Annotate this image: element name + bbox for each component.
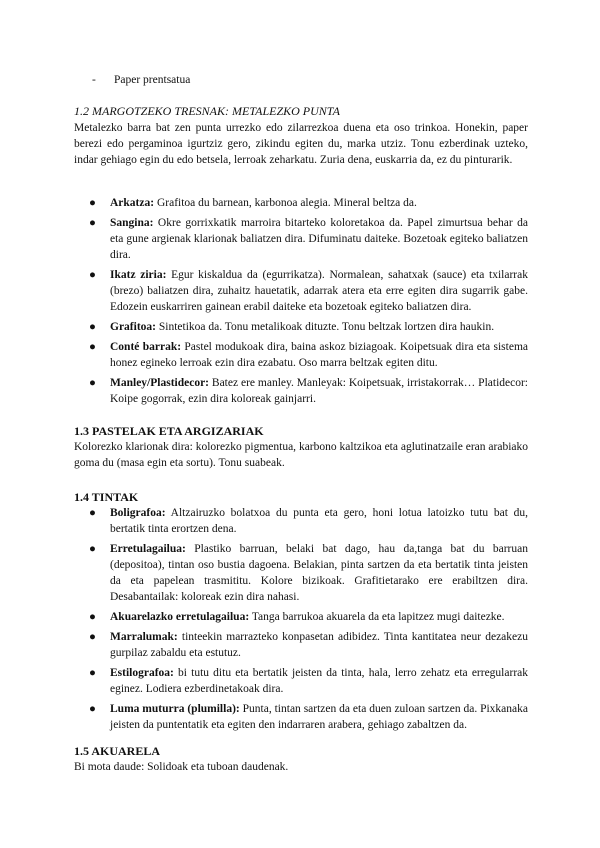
bullet-icon: ● [89,667,96,679]
item-text: Okre gorrixkatik marroira bitarteko koloretakoa da. Papel zimurtsua behar da eta gune argienak klarionak baliatzen dira. Difuminatu daiteke. Bozetoak egiteko baliatzen dira. [110,217,528,261]
item-term: Akuarelazko erretulagailua: [110,611,250,623]
item-text: Altzairuzko bolatxoa du punta eta gero, honi lotua latoizko tutu bat du, bertatik tinta erortzen dena. [110,507,528,535]
item-text: Grafitoa du barnean, karbonoa alegia. Mineral beltza da. [154,197,417,209]
item-term: Marralumak: [110,631,178,643]
section-1-5-paragraph: Bi mota daude: Solidoak eta tuboan daudenak. [74,761,289,773]
item-term: Luma muturra (plumilla): [110,703,240,715]
list-item [74,195,528,211]
dash-list-item [92,73,190,87]
list-item [74,319,528,335]
item-term: Sangina: [110,217,154,229]
section-1-4-list [74,505,528,737]
bullet-icon: ● [89,197,96,209]
dash-item-text: Paper prentsatua [114,74,191,86]
section-1-2-list [74,195,528,411]
list-item [74,339,528,371]
section-1-4-heading: 1.4 TINTAK [74,490,139,504]
item-term: Ikatz ziria: [110,269,167,281]
item-term: Estilografoa: [110,667,174,679]
bullet-icon: ● [89,611,96,623]
item-term: Erretulagailua: [110,543,186,555]
bullet-icon: ● [89,543,96,555]
bullet-icon: ● [89,269,96,281]
item-text: Batez ere manley. Manleyak: Koipetsuak, irristakorrak… Platidecor: Koipe gogorrak, ezin dira koloreak gainjarri. [110,377,528,405]
section-1-3-heading: 1.3 PASTELAK ETA ARGIZARIAK [74,424,264,438]
item-term: Boligrafoa: [110,507,166,519]
dash-marker: - [92,74,96,86]
bullet-icon: ● [89,507,96,519]
bullet-icon: ● [89,341,96,353]
item-text: bi tutu ditu eta bertatik jeisten da tinta, hala, lerro zehatz eta erregularrak eginez. Lodiera ezberdinetakoak dira. [110,667,528,695]
list-item [74,609,528,625]
list-item [74,541,528,605]
list-item [74,629,528,661]
section-1-3-paragraph: Kolorezko klarionak dira: kolorezko pigmentua, karbono kaltzikoa eta aglutinatzaile eran arabiako goma du (masa egin eta sortu). Tonu suabeak. [74,441,528,469]
bullet-icon: ● [89,703,96,715]
item-text: tinteekin marrazteko konpasetan adibidez. Tinta kantitatea neur dezakezu gurpilaz zabaldu eta estutuz. [110,631,528,659]
item-text: Egur kiskaldua da (egurrikatza). Normalean, sahatxak (sauce) eta txilarrak (brezo) baliatzen dira, zuhaitz hauetatik, adarrak atera eta erre egiten dira sugarrik gabe. Edozein euskarriren gainean erabil daiteke eta bozetoak egiteko baliatzen dira. [110,269,528,313]
item-text: Plastiko barruan, belaki bat dago, hau da,tanga bat du barruan (depositoa), tintan oso bustia dagoena. Belakian, pinta sartzen da eta bertatik tinta jeisten da eta papelean trasmititu. Kolore bizikoak. Grafitietarako ere erabiltzen dira. Desabantailak: koloreak ezin dira nahasi. [110,543,528,603]
list-item [74,267,528,315]
item-text: Sintetikoa da. Tonu metalikoak dituzte. Tonu beltzak lortzen dira haukin. [155,321,495,333]
item-text: Tanga barrukoa akuarela da eta lapitzez mugi daitezke. [249,611,505,623]
bullet-icon: ● [89,377,96,389]
item-term: Arkatza: [110,197,155,209]
list-item [74,701,528,733]
bullet-icon: ● [89,321,96,333]
item-term: Conté barrak: [110,341,182,353]
list-item [74,215,528,263]
section-1-5-heading: 1.5 AKUARELA [74,744,161,758]
item-term: Manley/Plastidecor: [110,377,210,389]
list-item [74,375,528,407]
bullet-icon: ● [89,217,96,229]
item-text: Pastel modukoak dira, baina askoz biziagoak. Koipetsuak dira eta sistema honez egineko lerroak ezin dira ezabatu. Oso marra beltzak egiten ditu. [110,341,528,369]
item-term: Grafitoa: [110,321,156,333]
section-1-2-heading: 1.2 MARGOTZEKO TRESNAK: METALEZKO PUNTA [74,104,340,118]
bullet-icon: ● [89,631,96,643]
list-item [74,505,528,537]
list-item [74,665,528,697]
section-1-2-paragraph: Metalezko barra bat zen punta urrezko edo zilarrezkoa duena eta oso trinkoa. Honekin, paper berezi edo pergaminoa igurtziz gero, zikindu egiten du, marka utziz. Tonu ezberdinak uzteko, indar gehiago egin du edo betsela, lerroak zeharkatu. Zuria dena, euskarria da, ez du pinturarik. [74,122,528,166]
item-text: Punta, tintan sartzen da eta duen zuloan sartzen da. Pixkanaka jeisten da puntentatik eta egiten den indarraren arabera, gehiago zabaltzen da. [110,703,528,731]
